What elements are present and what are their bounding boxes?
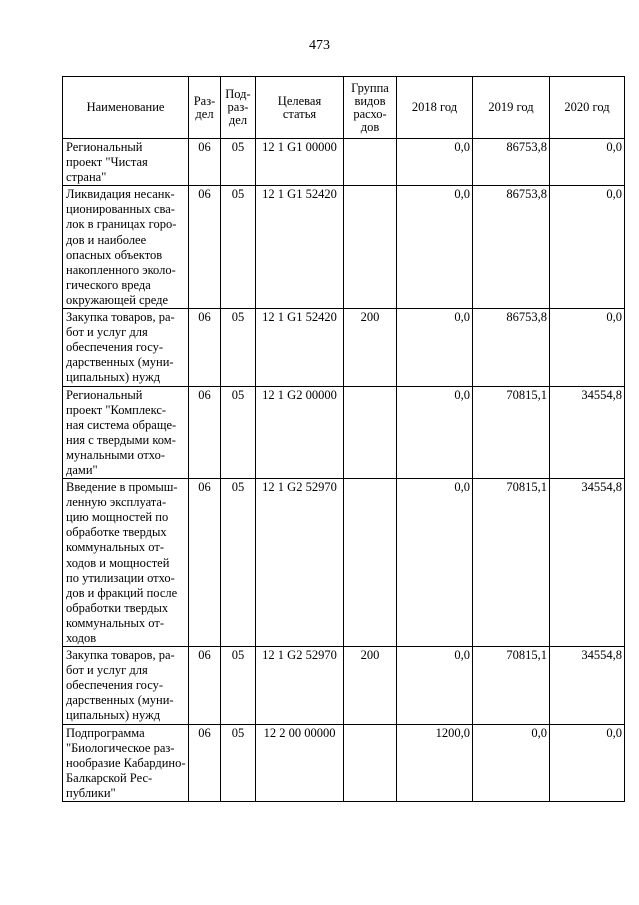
row-2018: 0,0 (397, 647, 473, 724)
row-group (344, 139, 397, 186)
row-2020: 0,0 (550, 309, 625, 386)
row-section: 06 (189, 724, 221, 801)
row-subsection: 05 (221, 386, 256, 479)
row-name: Закупка товаров, ра- бот и услуг для обеспечения госу- дарственных (муни- ципальных) нужд (63, 647, 189, 724)
header-expense-group: Группа видов расхо- дов (344, 77, 397, 139)
row-2018: 0,0 (397, 186, 473, 309)
row-2018: 0,0 (397, 139, 473, 186)
row-2019: 70815,1 (473, 647, 550, 724)
row-subsection: 05 (221, 139, 256, 186)
row-2018: 0,0 (397, 386, 473, 479)
row-2020: 34554,8 (550, 479, 625, 647)
header-target-article: Целевая статья (256, 77, 344, 139)
row-section: 06 (189, 479, 221, 647)
row-subsection: 05 (221, 186, 256, 309)
row-2019: 86753,8 (473, 139, 550, 186)
header-row (63, 77, 625, 139)
table-row (63, 139, 625, 186)
row-subsection: 05 (221, 647, 256, 724)
row-name: Закупка товаров, ра- бот и услуг для обеспечения госу- дарственных (муни- ципальных) нужд (63, 309, 189, 386)
row-subsection: 05 (221, 724, 256, 801)
table-row (63, 386, 625, 479)
row-group (344, 479, 397, 647)
row-2018: 0,0 (397, 479, 473, 647)
row-group (344, 724, 397, 801)
row-target: 12 1 G2 52970 (256, 647, 344, 724)
row-group (344, 386, 397, 479)
row-2020: 34554,8 (550, 386, 625, 479)
row-name: Региональный проект "Чистая страна" (63, 139, 189, 186)
row-subsection: 05 (221, 309, 256, 386)
row-target: 12 1 G1 52420 (256, 309, 344, 386)
row-2019: 70815,1 (473, 386, 550, 479)
budget-table (62, 76, 625, 802)
row-target: 12 1 G2 52970 (256, 479, 344, 647)
row-section: 06 (189, 309, 221, 386)
table-row (63, 309, 625, 386)
row-target: 12 1 G1 52420 (256, 186, 344, 309)
row-section: 06 (189, 386, 221, 479)
header-2020: 2020 год (550, 77, 625, 139)
row-2020: 0,0 (550, 724, 625, 801)
row-2019: 0,0 (473, 724, 550, 801)
row-target: 12 2 00 00000 (256, 724, 344, 801)
row-2020: 0,0 (550, 186, 625, 309)
row-group: 200 (344, 309, 397, 386)
header-name: Наименование (63, 77, 189, 139)
table-row (63, 647, 625, 724)
row-2020: 0,0 (550, 139, 625, 186)
row-2019: 70815,1 (473, 479, 550, 647)
row-2019: 86753,8 (473, 309, 550, 386)
header-2019: 2019 год (473, 77, 550, 139)
row-subsection: 05 (221, 479, 256, 647)
row-section: 06 (189, 139, 221, 186)
header-subsection: Под- раз- дел (221, 77, 256, 139)
row-name: Ликвидация несанк- ционированных сва- лок в границах горо- дов и наиболее опасных объектов накопленного эколо- гического вреда окружающей среде (63, 186, 189, 309)
row-section: 06 (189, 186, 221, 309)
page-number: 473 (309, 38, 330, 53)
row-target: 12 1 G1 00000 (256, 139, 344, 186)
row-section: 06 (189, 647, 221, 724)
row-name: Введение в промыш- ленную эксплуата- цию мощностей по обработке твердых коммунальных от- ходов и мощностей по утилизации отхо- дов и фракций после обработки твердых коммунальных от- ходов (63, 479, 189, 647)
row-2020: 34554,8 (550, 647, 625, 724)
table-row (63, 724, 625, 801)
header-section: Раз- дел (189, 77, 221, 139)
table-row (63, 479, 625, 647)
row-2019: 86753,8 (473, 186, 550, 309)
row-group (344, 186, 397, 309)
row-2018: 0,0 (397, 309, 473, 386)
row-group: 200 (344, 647, 397, 724)
row-name: Подпрограмма "Биологическое раз- нообразие Кабардино-Балкарской Рес- публики" (63, 724, 189, 801)
header-2018: 2018 год (397, 77, 473, 139)
table-row (63, 186, 625, 309)
row-target: 12 1 G2 00000 (256, 386, 344, 479)
row-2018: 1200,0 (397, 724, 473, 801)
row-name: Региональный проект "Комплекс- ная система обраще- ния с твердыми ком- мунальными отхо- дами" (63, 386, 189, 479)
